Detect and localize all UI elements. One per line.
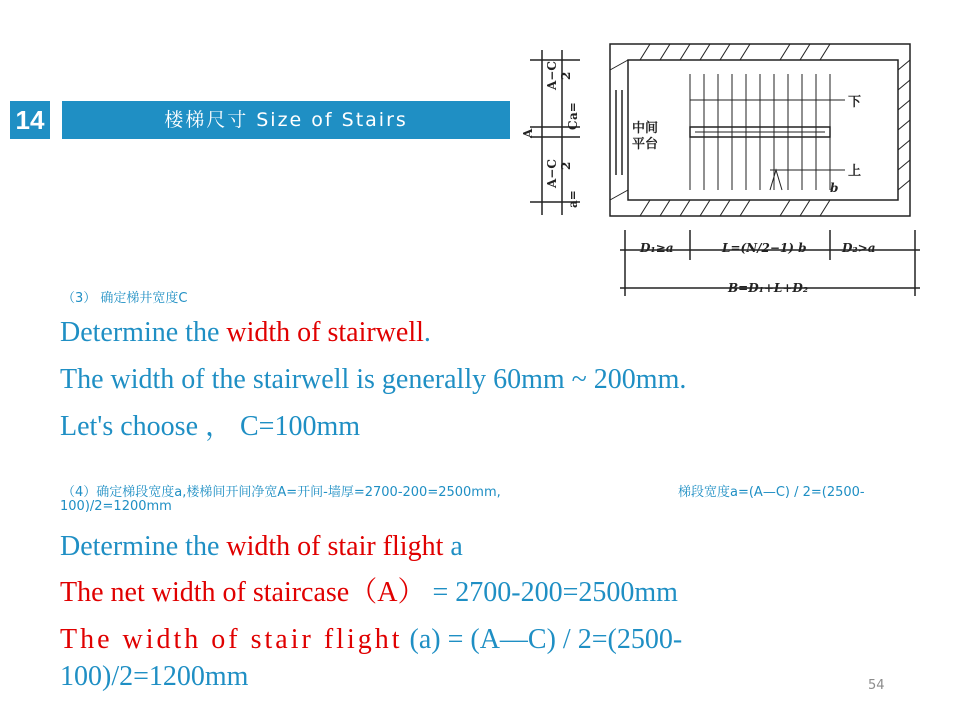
left-den-top: 2	[559, 71, 573, 80]
section4-note-b: 梯段宽度a=(A—C) / 2=(2500-	[678, 485, 865, 500]
section4-line2	[60, 577, 678, 609]
section3-line1-a: Determine the	[60, 317, 227, 348]
left-a-label-2: a=	[566, 190, 580, 208]
section4-line3-a: The width of stair flight	[60, 624, 403, 655]
b-label: b	[830, 181, 839, 195]
section4-line1	[60, 531, 463, 563]
page-number: 54	[868, 678, 885, 693]
up-label: 上	[848, 164, 862, 179]
section4-line4: 100)/2=1200mm	[60, 661, 249, 692]
landing-label-2: 平台	[632, 137, 659, 152]
b-total-label: B=D₁+L+D₂	[728, 281, 809, 295]
left-frac-top: A−C	[545, 61, 559, 90]
left-c-label: C	[566, 120, 580, 130]
d1-label: D₁≥a	[640, 241, 674, 255]
stair-plan-diagram	[520, 30, 940, 320]
slide-title: 楼梯尺寸 Size of Stairs	[62, 101, 510, 139]
section3-line1-b: width of stairwell	[226, 317, 424, 348]
section3-line2: The width of the stairwell is generally 60mm ~ 200mm.	[60, 364, 687, 395]
left-a-label: a=	[566, 102, 580, 120]
section3-line3: Let's choose ， C=100mm	[60, 411, 361, 442]
left-den-mid: 2	[559, 161, 573, 170]
left-axis-a: A	[521, 128, 535, 138]
section4-note-a: （4）确定梯段宽度a,楼梯间开间净宽A=开间-墙厚=2700-200=2500mm,	[62, 485, 501, 500]
section3-heading: （3） 确定梯井宽度C	[62, 291, 188, 306]
l-label: L=(N/2−1) b	[722, 241, 807, 255]
section4-line3	[60, 624, 682, 656]
slide-number-badge: 14	[10, 101, 50, 139]
section4-line2-b: = 2700-200=2500mm	[425, 577, 678, 608]
section4-line1-c: a	[443, 531, 463, 562]
section4-line1-a: Determine the	[60, 531, 227, 562]
section3-line1-c: .	[423, 317, 431, 348]
left-frac-mid: A−C	[545, 159, 559, 188]
landing-label-1: 中间	[632, 121, 659, 136]
down-label: 下	[848, 95, 862, 110]
section4-note-c: 100)/2=1200mm	[60, 499, 172, 514]
section4-line3-b: (a) = (A—C) / 2=(2500-	[402, 624, 683, 655]
section3-line1	[60, 317, 431, 349]
section4-line1-b: width of stair flight	[226, 531, 444, 562]
section4-line2-a: The net width of staircase（A）	[60, 577, 426, 608]
d2-label: D₂>a	[842, 241, 876, 255]
